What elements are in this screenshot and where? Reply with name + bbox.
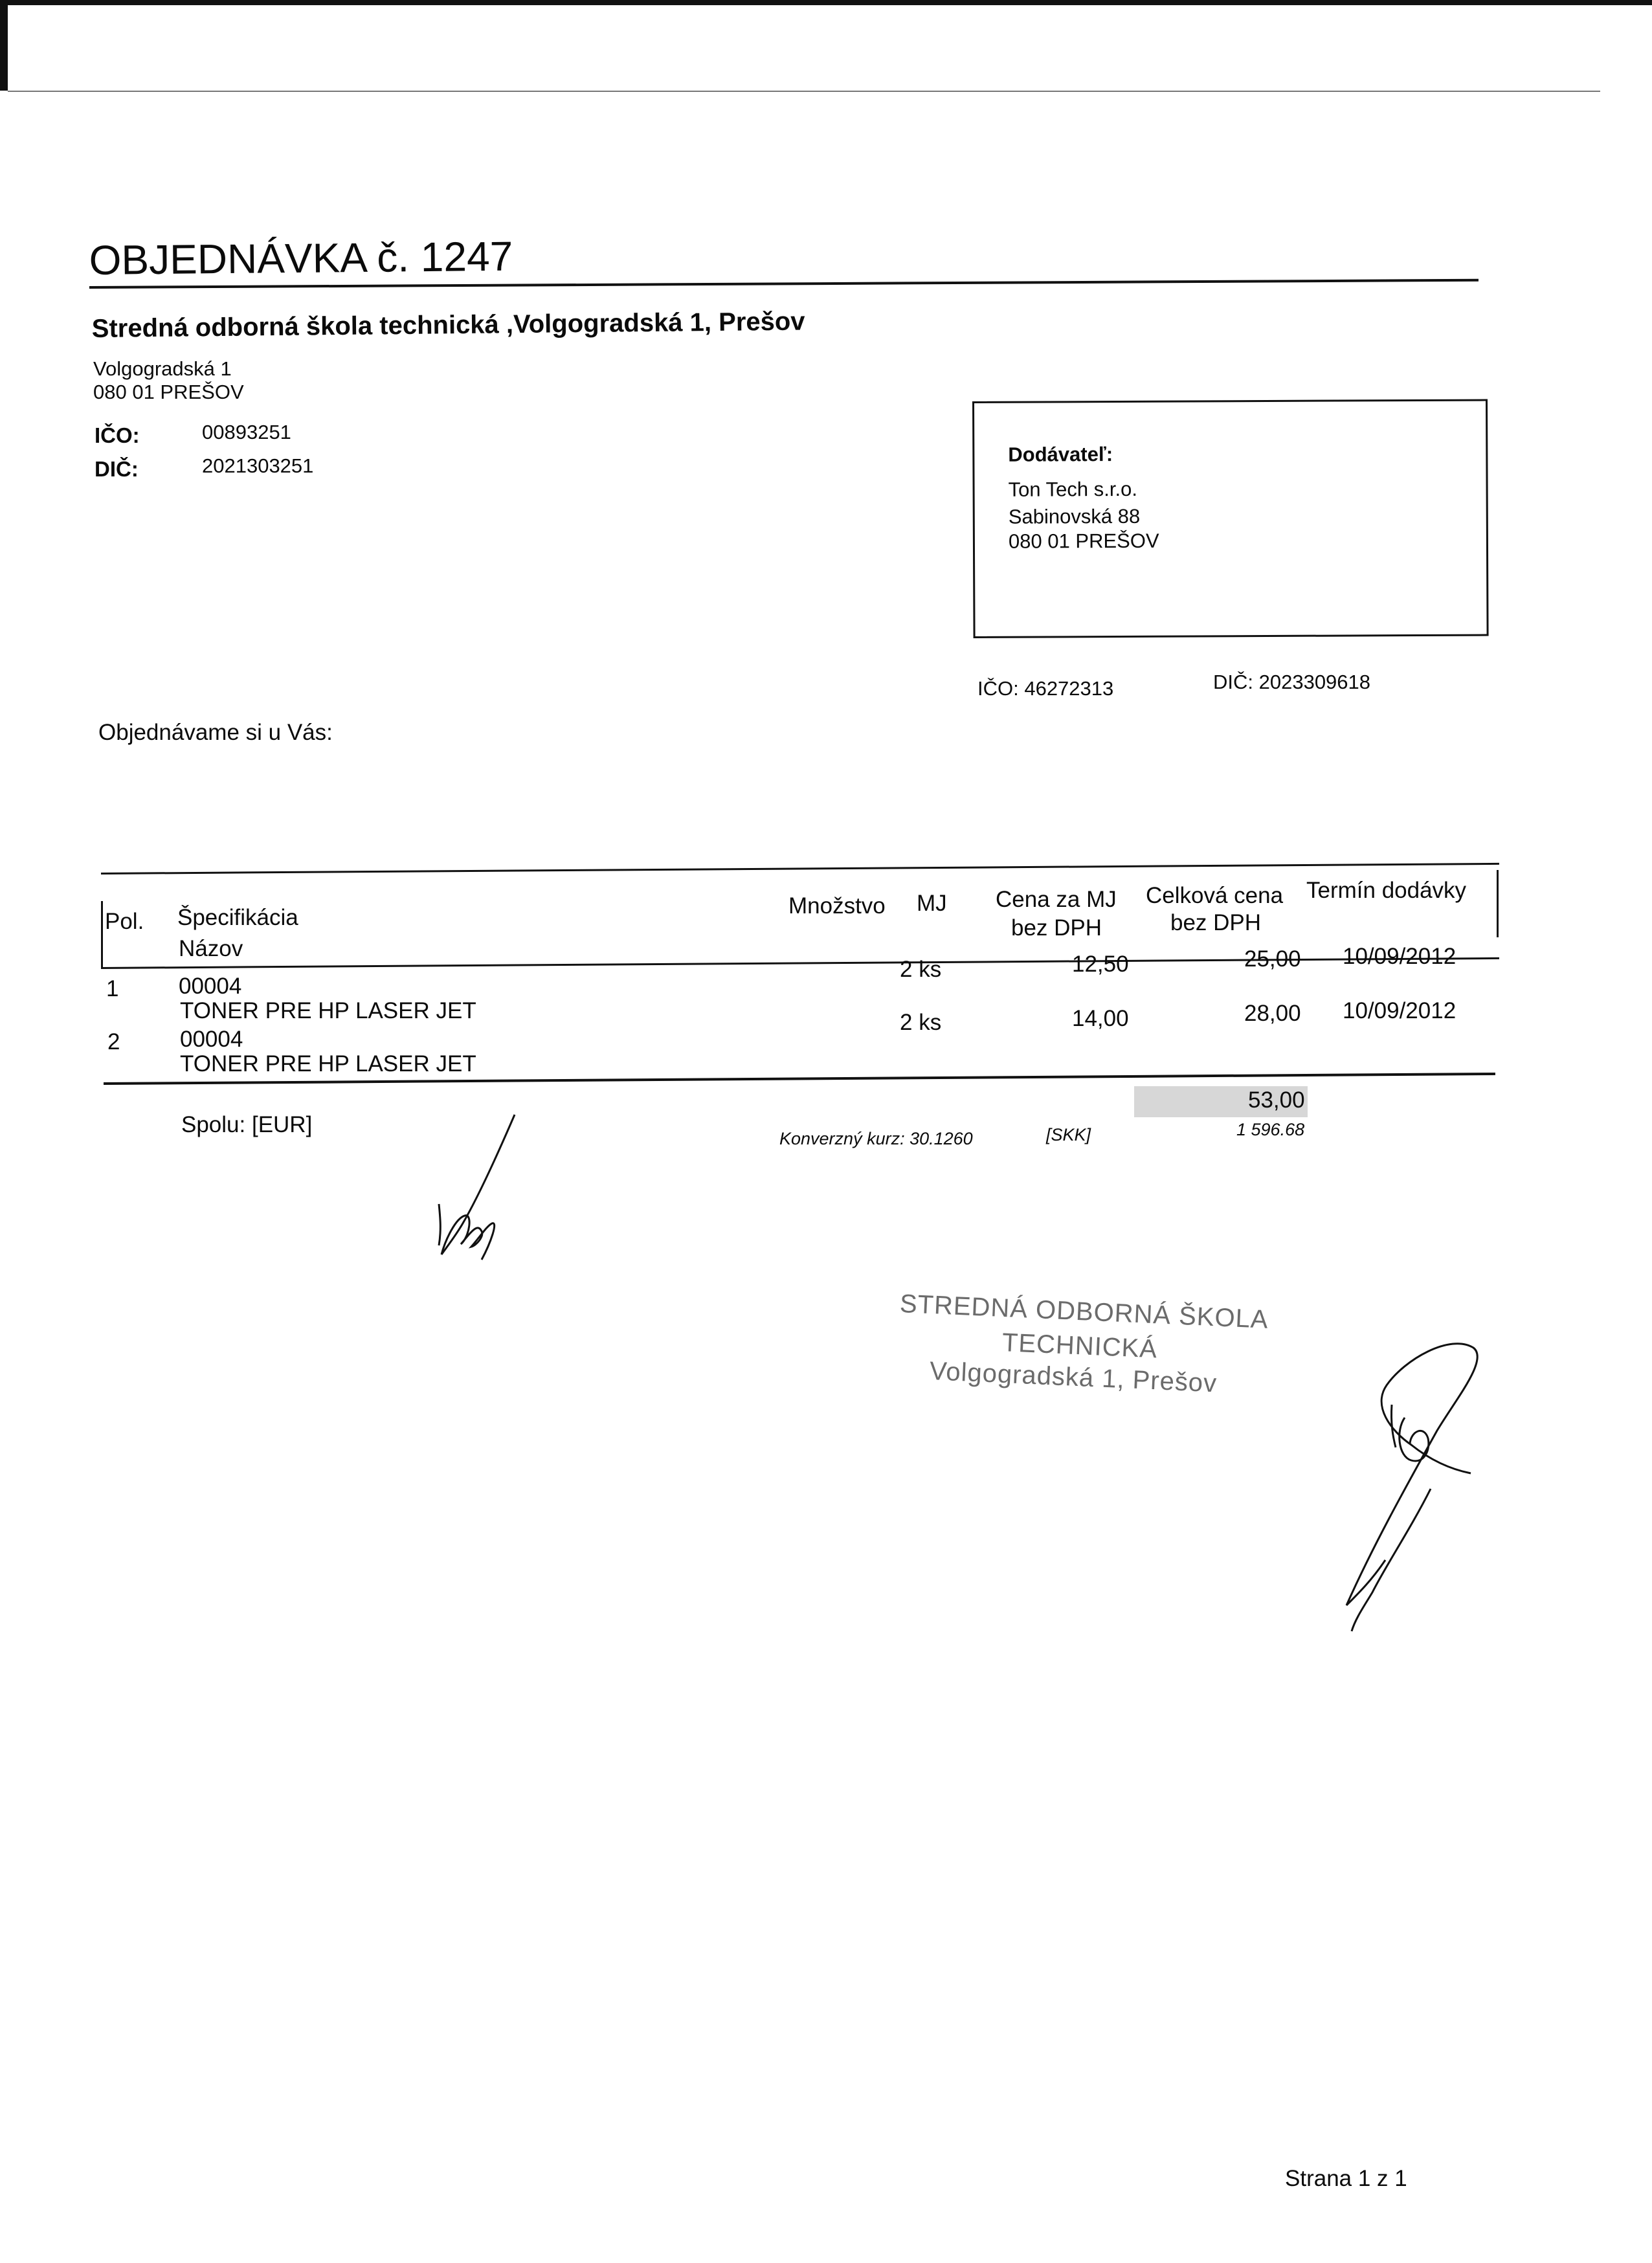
stamp-line-1: STREDNÁ ODBORNÁ ŠKOLA	[899, 1289, 1269, 1334]
buyer-name: Stredná odborná škola technická ,Volgogradská 1, Prešov	[91, 307, 805, 344]
buyer-dic-label: DIČ:	[95, 457, 139, 481]
buyer-dic: 2021303251	[202, 454, 314, 477]
row-qty: 2 ks	[900, 1010, 942, 1035]
header-nazov: Názov	[179, 936, 243, 961]
supplier-name: Ton Tech s.r.o.	[1008, 477, 1137, 501]
signature-director	[1334, 1333, 1502, 1644]
supplier-ico: IČO: 46272313	[977, 677, 1114, 700]
row-total: 28,00	[1244, 1001, 1301, 1026]
supplier-box	[972, 399, 1489, 638]
row-unit-price: 14,00	[1072, 1006, 1129, 1031]
document-title: OBJEDNÁVKA č. 1247	[89, 232, 513, 284]
row-pol: 2	[107, 1029, 120, 1054]
stamp-line-3: Volgogradská 1, Prešov	[929, 1357, 1218, 1398]
table-left-rule	[101, 901, 103, 968]
header-cena-mj: Cena za MJ	[996, 887, 1117, 912]
conversion-rate: Konverzný kurz: 30.1260	[779, 1129, 973, 1148]
header-celkova-sub: bez DPH	[1170, 910, 1262, 935]
total-skk: 1 596.68	[1236, 1120, 1305, 1139]
header-pol: Pol.	[105, 909, 144, 934]
order-intro: Objednávame si u Vás:	[98, 720, 333, 745]
scan-edge-left	[0, 0, 8, 91]
header-cena-mj-sub: bez DPH	[1011, 915, 1102, 941]
total-eur: 53,00	[1248, 1087, 1305, 1113]
header-termin: Termín dodávky	[1306, 878, 1467, 903]
scan-edge-rule	[8, 91, 1600, 92]
row-total: 25,00	[1244, 946, 1301, 972]
row-unit-price: 12,50	[1072, 952, 1129, 977]
stamp-line-2: TECHNICKÁ	[1001, 1328, 1158, 1364]
supplier-heading: Dodávateľ:	[1008, 443, 1113, 466]
buyer-ico: 00893251	[202, 421, 291, 443]
table-right-rule	[1497, 870, 1499, 937]
row-date: 10/09/2012	[1343, 944, 1457, 969]
buyer-ico-label: IČO:	[95, 423, 140, 447]
page-number: Strana 1 z 1	[1285, 2166, 1407, 2191]
header-mj: MJ	[917, 891, 947, 916]
buyer-city: 080 01 PREŠOV	[93, 381, 244, 403]
row-qty: 2 ks	[900, 957, 942, 982]
signature-buyer	[401, 1107, 531, 1275]
supplier-street: Sabinovská 88	[1008, 504, 1141, 528]
row-code: 00004	[179, 974, 242, 999]
row-name: TONER PRE HP LASER JET	[180, 998, 476, 1023]
table-top-rule	[101, 863, 1499, 875]
scan-edge-top	[0, 0, 1652, 5]
total-label: Spolu: [EUR]	[181, 1112, 313, 1137]
header-celkova: Celková cena	[1146, 883, 1284, 908]
supplier-city: 080 01 PREŠOV	[1008, 529, 1159, 553]
row-name: TONER PRE HP LASER JET	[180, 1051, 476, 1076]
row-code: 00004	[180, 1027, 243, 1052]
row-pol: 1	[106, 976, 119, 1001]
header-spec: Špecifikácia	[177, 905, 298, 930]
skk-label: [SKK]	[1046, 1125, 1091, 1144]
supplier-dic: DIČ: 2023309618	[1213, 671, 1371, 693]
row-date: 10/09/2012	[1343, 998, 1457, 1023]
buyer-street: Volgogradská 1	[93, 357, 232, 380]
header-mnozstvo: Množstvo	[788, 893, 886, 919]
